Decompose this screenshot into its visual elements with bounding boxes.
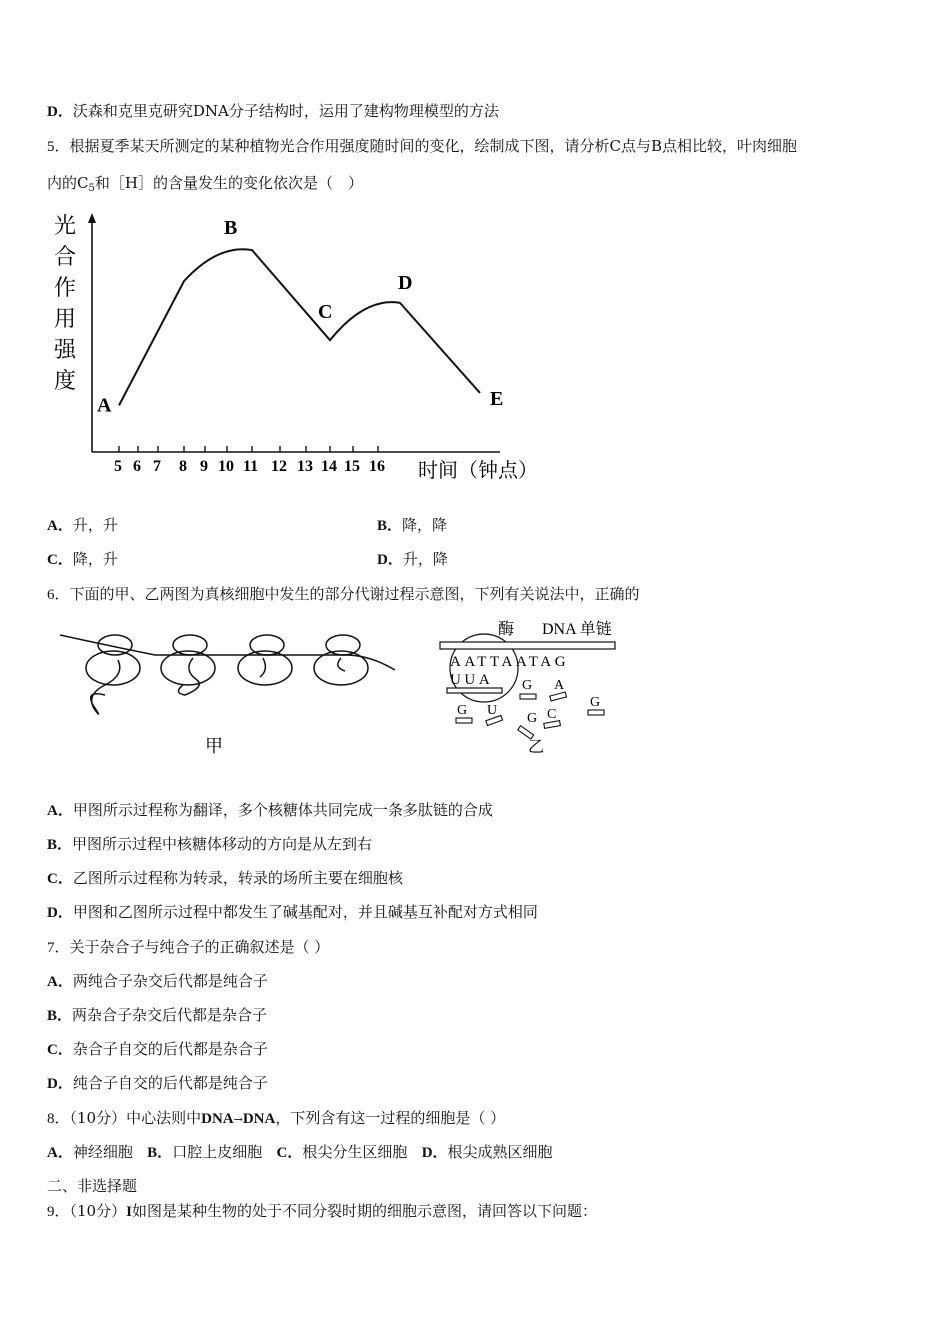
free-base-5: U <box>487 703 498 718</box>
chart-ylabel-4: 用 <box>54 306 77 331</box>
free-base-4: G <box>457 703 468 718</box>
free-base-1: G <box>522 678 533 693</box>
q7-option-c-letter: C． <box>47 1042 73 1058</box>
q6-option-a[interactable] <box>47 800 493 821</box>
q5-option-d[interactable] <box>377 549 448 570</box>
x-tick-label-8: 8 <box>179 458 187 475</box>
free-base-3: G <box>590 695 601 710</box>
q8-option-d-letter: D． <box>421 1145 448 1161</box>
q5-stem-line2-sub: 5 <box>88 183 95 194</box>
q8-dna-1: DNA <box>201 1111 234 1127</box>
q8-options <box>47 1142 553 1163</box>
q5-option-c[interactable] <box>47 549 118 570</box>
q6-option-d[interactable] <box>47 902 538 923</box>
x-tick-label-16: 16 <box>369 458 385 475</box>
x-tick-label-5: 5 <box>114 458 122 475</box>
q4-option-d[interactable] <box>47 101 499 122</box>
point-label-a: A <box>97 394 112 417</box>
dna-template-bases: AATTAATAG <box>450 654 570 670</box>
point-label-e: E <box>490 387 504 410</box>
free-nt-3 <box>588 710 604 715</box>
q7-stem <box>47 937 329 958</box>
q5-option-a-letter: A． <box>47 518 73 534</box>
chart-ylabel-2: 合 <box>54 244 77 269</box>
q6-option-c-letter: C． <box>47 871 73 887</box>
free-nt-2 <box>550 692 567 701</box>
q9-roman: I <box>126 1204 132 1220</box>
q8-option-c-text: 根尖分生区细胞 <box>302 1143 408 1161</box>
q8-option-d[interactable] <box>422 1143 553 1161</box>
x-tick-label-14: 14 <box>321 458 337 475</box>
q6-option-d-letter: D． <box>47 905 73 921</box>
q6-option-a-text: 甲图所示过程称为翻译，多个核糖体共同完成一条多肽链的合成 <box>72 801 493 819</box>
q7-option-c[interactable] <box>47 1039 268 1060</box>
q6-option-d-text: 甲图和乙图所示过程中都发生了碱基配对，并且碱基互补配对方式相同 <box>72 903 538 921</box>
point-label-b: B <box>224 217 238 240</box>
ribosome-4 <box>314 635 368 685</box>
q8-option-b-text: 口腔上皮细胞 <box>172 1143 263 1161</box>
q7-option-b-letter: B． <box>47 1008 73 1024</box>
y-axis-arrow <box>88 213 96 223</box>
q5-option-c-text: 降，升 <box>72 550 118 568</box>
q5-number: 5． <box>47 139 70 155</box>
rna-backbone <box>447 688 502 693</box>
q7-option-a[interactable] <box>47 971 268 992</box>
q5-stem-line1 <box>47 136 797 157</box>
chart-ylabel-1: 光 <box>54 213 77 238</box>
ribosome-3 <box>238 635 292 685</box>
q6-option-c[interactable] <box>47 868 403 889</box>
q5-option-d-letter: D． <box>377 552 403 568</box>
q5-option-d-text: 升，降 <box>402 550 448 568</box>
q6-option-b-letter: B． <box>47 837 73 853</box>
q7-option-a-letter: A． <box>47 974 73 990</box>
q5-stem-line2-a: 内的C <box>47 174 89 192</box>
q6-option-b[interactable] <box>47 834 372 855</box>
photosynthesis-curve <box>119 249 480 405</box>
q9-score: （10分） <box>69 1202 127 1220</box>
q8-option-b-letter: B． <box>147 1145 173 1161</box>
chart-ylabel-5: 强 <box>54 337 77 362</box>
figure-jia-label: 甲 <box>205 736 223 756</box>
chart-ylabel-6: 度 <box>54 368 77 393</box>
figure-jia-translation <box>55 625 405 760</box>
q9-stem <box>47 1201 597 1222</box>
ribosome-2 <box>161 635 215 695</box>
free-base-6: G <box>527 711 538 726</box>
q8-arrow: → <box>233 1113 243 1126</box>
point-label-c: C <box>318 301 333 324</box>
x-tick-label-11: 11 <box>243 458 259 475</box>
q7-number: 7． <box>47 940 70 956</box>
q9-number: 9． <box>47 1204 70 1220</box>
free-nt-6 <box>518 726 534 739</box>
q7-option-a-text: 两纯合子杂交后代都是纯合子 <box>72 972 268 990</box>
figure-yi-label: 乙 <box>528 739 545 756</box>
q8-option-c[interactable] <box>277 1143 408 1161</box>
section-2-title: 二、非选择题 <box>47 1177 138 1195</box>
dna-backbone <box>440 642 615 649</box>
x-tick-label-13: 13 <box>297 458 313 475</box>
x-tick-label-6: 6 <box>133 458 141 475</box>
free-base-7: C <box>547 707 557 722</box>
q7-option-d-text: 纯合子自交的后代都是纯合子 <box>72 1074 268 1092</box>
q5-stem-line2 <box>47 173 363 199</box>
q5-option-b-text: 降，降 <box>402 516 448 534</box>
q8-option-a[interactable] <box>47 1143 133 1161</box>
q8-option-a-letter: A． <box>47 1145 73 1161</box>
q5-stem-line2-b: 和［H］的含量发生的变化依次是（ ） <box>94 174 363 192</box>
mrna-strand <box>60 635 395 670</box>
q4-option-d-letter: D． <box>47 104 73 120</box>
q8-dna-2: DNA <box>242 1111 276 1127</box>
x-tick-label-7: 7 <box>153 458 161 475</box>
q6-option-b-text: 甲图所示过程中核糖体移动的方向是从左到右 <box>72 835 373 853</box>
q8-option-b[interactable] <box>147 1143 262 1161</box>
q8-stem-b: ，下列含有这一过程的细胞是（ ） <box>275 1109 506 1127</box>
q6-stem <box>47 584 640 605</box>
q5-option-a[interactable] <box>47 515 118 536</box>
q7-option-d[interactable] <box>47 1073 268 1094</box>
photosynthesis-chart <box>40 205 580 500</box>
free-nt-4 <box>456 718 472 723</box>
q8-score: （10分） <box>69 1109 127 1127</box>
x-tick-label-15: 15 <box>344 458 360 475</box>
q7-option-d-letter: D． <box>47 1076 73 1092</box>
q5-option-b-letter: B． <box>377 518 403 534</box>
q8-option-c-letter: C． <box>276 1145 303 1161</box>
q7-option-b-text: 两杂合子杂交后代都是杂合子 <box>72 1006 268 1024</box>
enzyme-label: 酶 <box>498 621 515 638</box>
x-tick-label-9: 9 <box>200 458 208 475</box>
q7-option-b[interactable] <box>47 1005 267 1026</box>
q5-stem-text: 根据夏季某天所测定的某种植物光合作用强度随时间的变化，绘制成下图，请分析C点与B点相比较，叶肉细胞 <box>69 137 798 155</box>
q8-option-d-text: 根尖成熟区细胞 <box>447 1143 553 1161</box>
q6-number: 6． <box>47 587 70 603</box>
dna-strand-label: DNA 单链 <box>542 621 612 638</box>
q6-option-c-text: 乙图所示过程称为转录，转录的场所主要在细胞核 <box>72 869 403 887</box>
q5-option-a-text: 升，升 <box>72 516 118 534</box>
q9-stem-text: 如图是某种生物的处于不同分裂时期的细胞示意图，请回答以下问题： <box>131 1202 597 1220</box>
q8-option-a-text: 神经细胞 <box>72 1143 133 1161</box>
q4-option-d-text: 沃森和克里克研究DNA分子结构时，运用了建构物理模型的方法 <box>72 102 499 120</box>
q5-option-c-letter: C． <box>47 552 73 568</box>
q8-number: 8． <box>47 1111 70 1127</box>
x-tick-label-10: 10 <box>218 458 234 475</box>
q5-option-b[interactable] <box>377 515 447 536</box>
point-label-d: D <box>398 271 413 294</box>
q8-stem-a: 中心法则中 <box>126 1109 202 1127</box>
x-tick-label-12: 12 <box>271 458 287 475</box>
q6-option-a-letter: A． <box>47 803 73 819</box>
free-nt-1 <box>520 694 536 699</box>
free-base-2: A <box>554 678 565 693</box>
chart-xlabel: 时间（钟点） <box>418 460 538 482</box>
q6-stem-text: 下面的甲、乙两图为真核细胞中发生的部分代谢过程示意图，下列有关说法中，正确的 <box>69 585 640 603</box>
q7-stem-text: 关于杂合子与纯合子的正确叙述是（ ） <box>69 938 330 956</box>
q8-stem <box>47 1108 505 1130</box>
rna-bases: UUA <box>450 672 494 688</box>
q7-option-c-text: 杂合子自交的后代都是杂合子 <box>72 1040 268 1058</box>
chart-ylabel-3: 作 <box>54 275 77 300</box>
figure-yi-transcription <box>432 618 632 758</box>
